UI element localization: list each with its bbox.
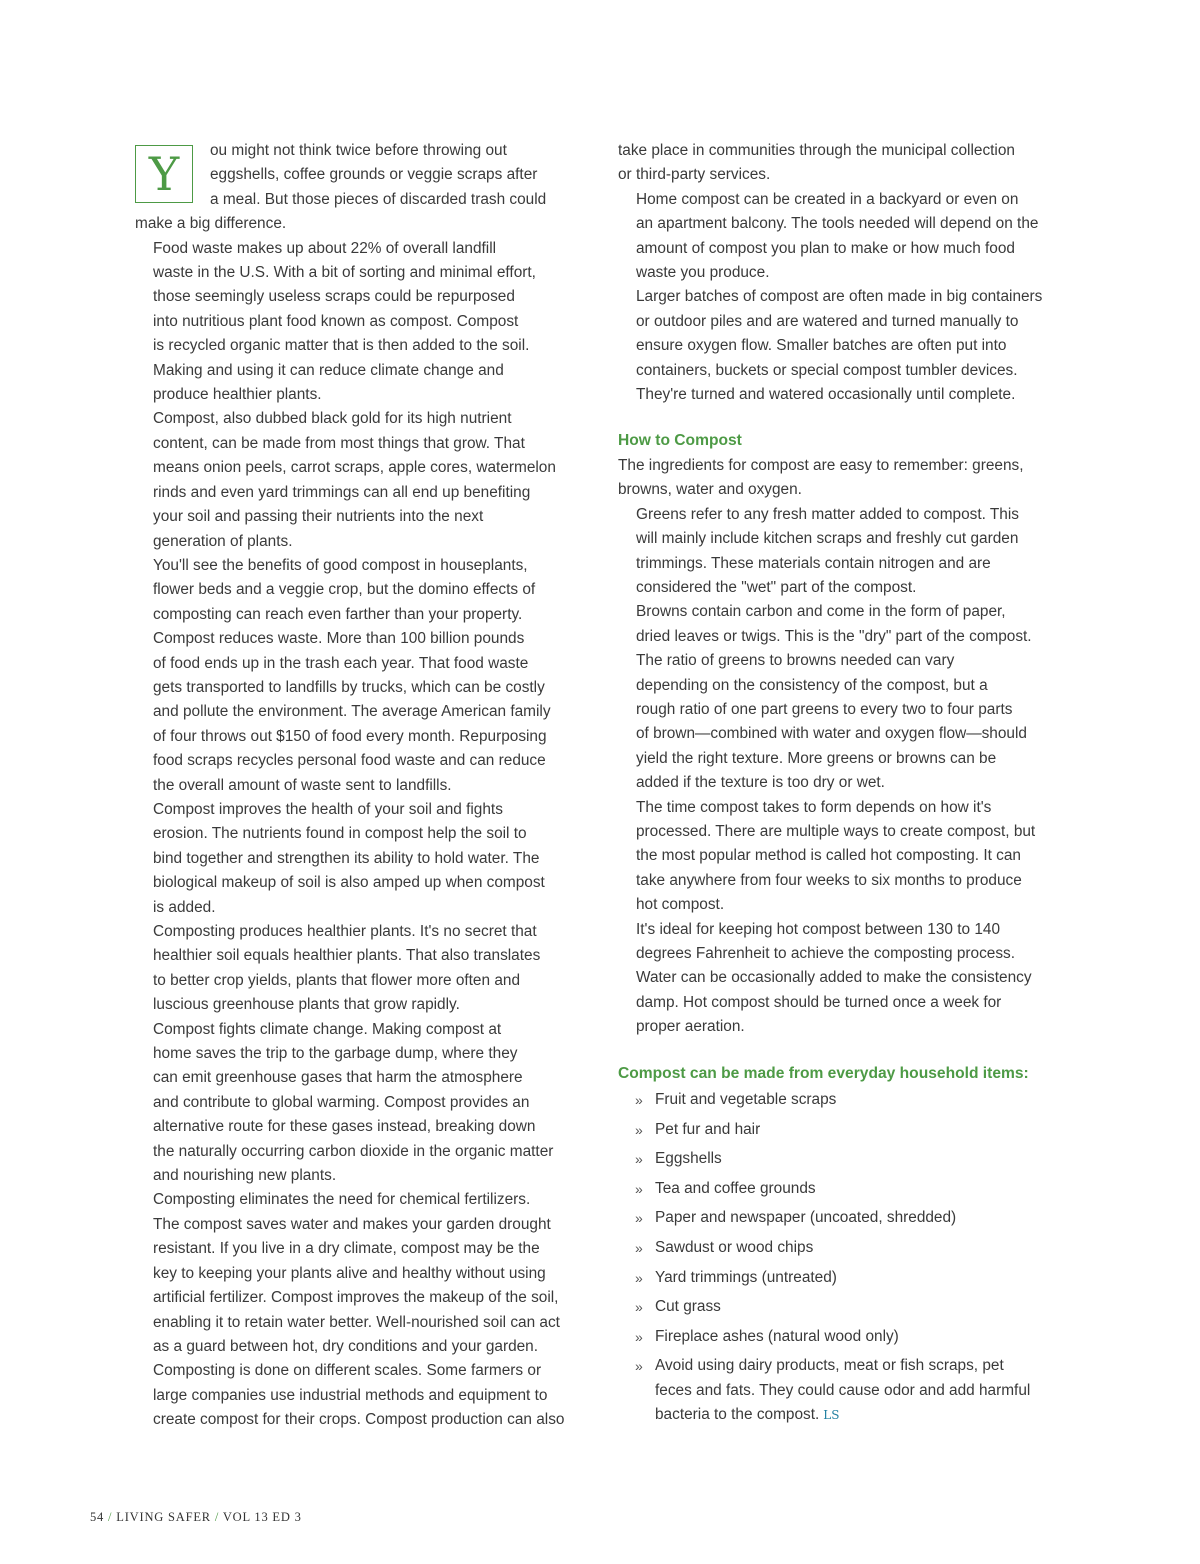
- text-line: Composting eliminates the need for chemical fertilizers.: [153, 1191, 531, 1209]
- list-item-text: Cut grass: [655, 1298, 721, 1316]
- body-paragraph: [135, 554, 583, 627]
- body-paragraph: [135, 798, 583, 920]
- text-line: and pollute the environment. The average American family: [153, 703, 551, 721]
- text-line: Compost improves the health of your soil and fights: [153, 800, 503, 818]
- right-column: [618, 139, 1068, 1433]
- text-line: hot compost.: [636, 896, 725, 914]
- text-line: Making and using it can reduce climate change and: [153, 361, 504, 379]
- text-line: biological makeup of soil is also amped up when compost: [153, 874, 545, 892]
- text-line: alternative route for these gases instead, breaking down: [153, 1118, 536, 1136]
- text-line: make a big difference.: [135, 215, 287, 233]
- household-items-list: [618, 1088, 1068, 1428]
- body-paragraph: [618, 649, 1068, 795]
- text-line: large companies use industrial methods and equipment to: [153, 1386, 548, 1404]
- bullet-icon: »: [635, 1151, 643, 1168]
- text-line: flower beds and a veggie crop, but the domino effects of: [153, 581, 536, 599]
- list-item-text: feces and fats. They could cause odor and add harmful: [655, 1381, 1031, 1399]
- text-line: of brown—combined with water and oxygen flow—should: [636, 725, 1027, 743]
- text-line: Compost, also dubbed black gold for its high nutrient: [153, 410, 512, 428]
- text-line: Composting produces healthier plants. It's no secret that: [153, 923, 537, 940]
- drop-cap: Y: [135, 145, 193, 203]
- bullet-icon: »: [635, 1299, 643, 1316]
- text-line: ensure oxygen flow. Smaller batches are often put into: [636, 337, 1007, 355]
- page-footer: [90, 1510, 302, 1525]
- text-line: ou might not think twice before throwing out: [210, 142, 507, 159]
- list-item-last-line: [655, 1403, 1068, 1427]
- text-line: Compost fights climate change. Making compost at: [153, 1020, 502, 1038]
- body-paragraph: [618, 796, 1068, 918]
- text-line: is recycled organic matter that is then added to the soil.: [153, 337, 530, 355]
- text-line: key to keeping your plants alive and healthy without using: [153, 1264, 546, 1282]
- body-paragraph: [135, 237, 583, 408]
- list-item-text: Paper and newspaper (uncoated, shredded): [655, 1209, 957, 1227]
- text-line: Water can be occasionally added to make the consistency: [636, 969, 1032, 987]
- text-line: your soil and passing their nutrients into the next: [153, 508, 484, 526]
- text-line: Food waste makes up about 22% of overall landfill: [153, 239, 497, 257]
- text-line: dried leaves or twigs. This is the "dry" part of the compost.: [636, 627, 1032, 645]
- text-line: a meal. But those pieces of discarded trash could: [210, 190, 547, 208]
- text-line: home saves the trip to the garbage dump, where they: [153, 1045, 518, 1063]
- text-line: as a guard between hot, dry conditions and your garden.: [153, 1337, 539, 1355]
- text-line: composting can reach even farther than your property.: [153, 605, 523, 623]
- text-line: The compost saves water and makes your garden drought: [153, 1215, 551, 1233]
- text-line: Home compost can be created in a backyard or even on: [636, 190, 1019, 208]
- text-line: the naturally occurring carbon dioxide in the organic matter: [153, 1142, 554, 1160]
- publication-name: LIVING SAFER: [116, 1510, 211, 1524]
- text-line: food scraps recycles personal food waste and can reduce: [153, 752, 546, 770]
- list-item-text: Fruit and vegetable scraps: [655, 1091, 837, 1109]
- body-paragraph: [618, 503, 1068, 601]
- how-to-compost-heading: How to Compost: [618, 432, 742, 450]
- text-line: rough ratio of one part greens to every two to four parts: [636, 700, 1013, 718]
- text-line: The ratio of greens to browns needed can vary: [636, 652, 955, 670]
- body-paragraph: [135, 1018, 583, 1189]
- list-item: [618, 1118, 1068, 1142]
- list-item-text: Yard trimmings (untreated): [655, 1268, 837, 1286]
- continued-paragraph: [618, 139, 1068, 188]
- text-line: take place in communities through the municipal collection: [618, 142, 1015, 159]
- intro-paragraph: [135, 139, 583, 237]
- text-line: browns, water and oxygen.: [618, 481, 802, 499]
- text-line: those seemingly useless scraps could be repurposed: [153, 288, 515, 306]
- body-paragraph: [618, 600, 1068, 649]
- footer-separator: /: [214, 1510, 220, 1524]
- text-line: yield the right texture. More greens or browns can be: [636, 749, 997, 767]
- text-line: generation of plants.: [153, 532, 293, 550]
- text-line: can emit greenhouse gases that harm the atmosphere: [153, 1069, 523, 1087]
- text-line: will mainly include kitchen scraps and freshly cut garden: [636, 530, 1019, 548]
- list-item: [618, 1266, 1068, 1290]
- right-body-b: [618, 503, 1068, 1040]
- text-line: create compost for their crops. Compost production can also: [153, 1411, 565, 1429]
- body-paragraph: [135, 627, 583, 798]
- bullet-icon: »: [635, 1240, 643, 1256]
- text-line: The ingredients for compost are easy to remember: greens,: [618, 456, 1024, 474]
- left-body: [135, 237, 583, 1433]
- text-line: an apartment balcony. The tools needed will depend on the: [636, 215, 1039, 233]
- list-item: [618, 1177, 1068, 1201]
- text-line: waste in the U.S. With a bit of sorting and minimal effort,: [153, 264, 536, 282]
- body-paragraph: [135, 1359, 583, 1432]
- list-item: [618, 1295, 1068, 1319]
- text-line: added if the texture is too dry or wet.: [636, 774, 885, 792]
- text-line: trimmings. These materials contain nitrogen and are: [636, 554, 991, 572]
- list-item: [618, 1325, 1068, 1349]
- text-line: You'll see the benefits of good compost in houseplants,: [153, 556, 528, 574]
- text-line: or outdoor piles and are watered and turned manually to: [636, 312, 1019, 330]
- how-intro-paragraph: [618, 454, 1068, 503]
- text-line: Composting is done on different scales. Some farmers or: [153, 1362, 542, 1380]
- text-line: the most popular method is called hot composting. It can: [636, 847, 1021, 865]
- bullet-icon: »: [635, 1328, 643, 1345]
- list-item-text: Fireplace ashes (natural wood only): [655, 1327, 899, 1345]
- bullet-icon: »: [635, 1358, 643, 1375]
- text-line: eggshells, coffee grounds or veggie scraps after: [210, 166, 538, 184]
- household-items-heading: Compost can be made from everyday household items:: [618, 1064, 1029, 1082]
- text-line: The time compost takes to form depends on how it's: [636, 798, 992, 816]
- text-line: erosion. The nutrients found in compost help the soil to: [153, 825, 527, 843]
- text-line: damp. Hot compost should be turned once a week for: [636, 993, 1002, 1011]
- list-item-text: Tea and coffee grounds: [655, 1179, 816, 1197]
- text-line: luscious greenhouse plants that grow rapidly.: [153, 996, 460, 1014]
- list-item-text: bacteria to the compost.: [655, 1406, 820, 1424]
- text-line: and contribute to global warming. Compost provides an: [153, 1093, 530, 1111]
- body-paragraph: [135, 1188, 583, 1359]
- text-line: They're turned and watered occasionally until complete.: [636, 386, 1016, 404]
- text-line: degrees Fahrenheit to achieve the composting process.: [636, 945, 1016, 962]
- body-paragraph: [135, 920, 583, 1018]
- text-line: the overall amount of waste sent to landfills.: [153, 776, 452, 794]
- text-line: bind together and strengthen its ability to hold water. The: [153, 849, 540, 867]
- bullet-icon: »: [635, 1092, 643, 1109]
- body-paragraph: [618, 188, 1068, 286]
- bullet-icon: »: [635, 1210, 643, 1227]
- bullet-icon: »: [635, 1121, 643, 1138]
- text-line: Greens refer to any fresh matter added to compost. This: [636, 505, 1019, 523]
- list-item: [618, 1354, 1068, 1427]
- text-line: containers, buckets or special compost tumbler devices.: [636, 361, 1018, 379]
- text-line: into nutritious plant food known as compost. Compost: [153, 312, 519, 330]
- text-line: proper aeration.: [636, 1018, 745, 1036]
- text-line: waste you produce.: [636, 264, 770, 282]
- text-line: processed. There are multiple ways to create compost, but: [636, 822, 1036, 840]
- text-line: means onion peels, carrot scraps, apple cores, watermelon: [153, 459, 556, 477]
- body-paragraph: [618, 285, 1068, 407]
- text-line: of food ends up in the trash each year. That food waste: [153, 654, 529, 672]
- text-line: healthier soil equals healthier plants. That also translates: [153, 947, 541, 965]
- bullet-icon: »: [635, 1180, 643, 1197]
- list-item-text: Sawdust or wood chips: [655, 1239, 814, 1256]
- text-line: It's ideal for keeping hot compost between 130 to 140: [636, 920, 1001, 938]
- text-line: or third-party services.: [618, 166, 771, 184]
- right-body-a: [618, 188, 1068, 408]
- issue-label: VOL 13 ED 3: [222, 1510, 302, 1524]
- text-line: to better crop yields, plants that flower more often and: [153, 971, 521, 989]
- list-item: [618, 1088, 1068, 1112]
- text-line: Browns contain carbon and come in the form of paper,: [636, 603, 1006, 621]
- left-column: [135, 139, 583, 1433]
- body-paragraph: [135, 407, 583, 553]
- list-item-text: Eggshells: [655, 1150, 722, 1168]
- text-line: considered the "wet" part of the compost.: [636, 578, 917, 596]
- text-line: Larger batches of compost are often made in big containers: [636, 288, 1043, 306]
- text-line: Compost reduces waste. More than 100 billion pounds: [153, 630, 525, 648]
- text-line: take anywhere from four weeks to six months to produce: [636, 871, 1022, 889]
- page-number: 54: [90, 1510, 105, 1524]
- text-line: depending on the consistency of the compost, but a: [636, 676, 988, 694]
- text-line: content, can be made from most things that grow. That: [153, 434, 525, 452]
- text-line: resistant. If you live in a dry climate, compost may be the: [153, 1240, 540, 1258]
- text-line: artificial fertilizer. Compost improves the makeup of the soil,: [153, 1289, 559, 1307]
- text-line: rinds and even yard trimmings can all end up benefiting: [153, 483, 531, 501]
- footer-separator: /: [108, 1510, 113, 1524]
- text-line: gets transported to landfills by trucks, which can be costly: [153, 678, 545, 696]
- text-line: of four throws out $150 of food every month. Repurposing: [153, 727, 547, 745]
- text-line: amount of compost you plan to make or how much food: [636, 239, 1015, 257]
- bullet-icon: »: [635, 1269, 643, 1286]
- text-line: enabling it to retain water better. Well-nourished soil can act: [153, 1313, 560, 1331]
- body-paragraph: [618, 918, 1068, 1040]
- text-line: is added.: [153, 898, 216, 916]
- end-mark-icon: LS: [823, 1408, 840, 1423]
- list-item-text: Pet fur and hair: [655, 1120, 761, 1138]
- text-line: and nourishing new plants.: [153, 1167, 337, 1185]
- text-line: produce healthier plants.: [153, 386, 322, 404]
- list-item-text: Avoid using dairy products, meat or fish scraps, pet: [655, 1357, 1004, 1375]
- list-item: [618, 1236, 1068, 1260]
- list-item: [618, 1147, 1068, 1171]
- list-item: [618, 1206, 1068, 1230]
